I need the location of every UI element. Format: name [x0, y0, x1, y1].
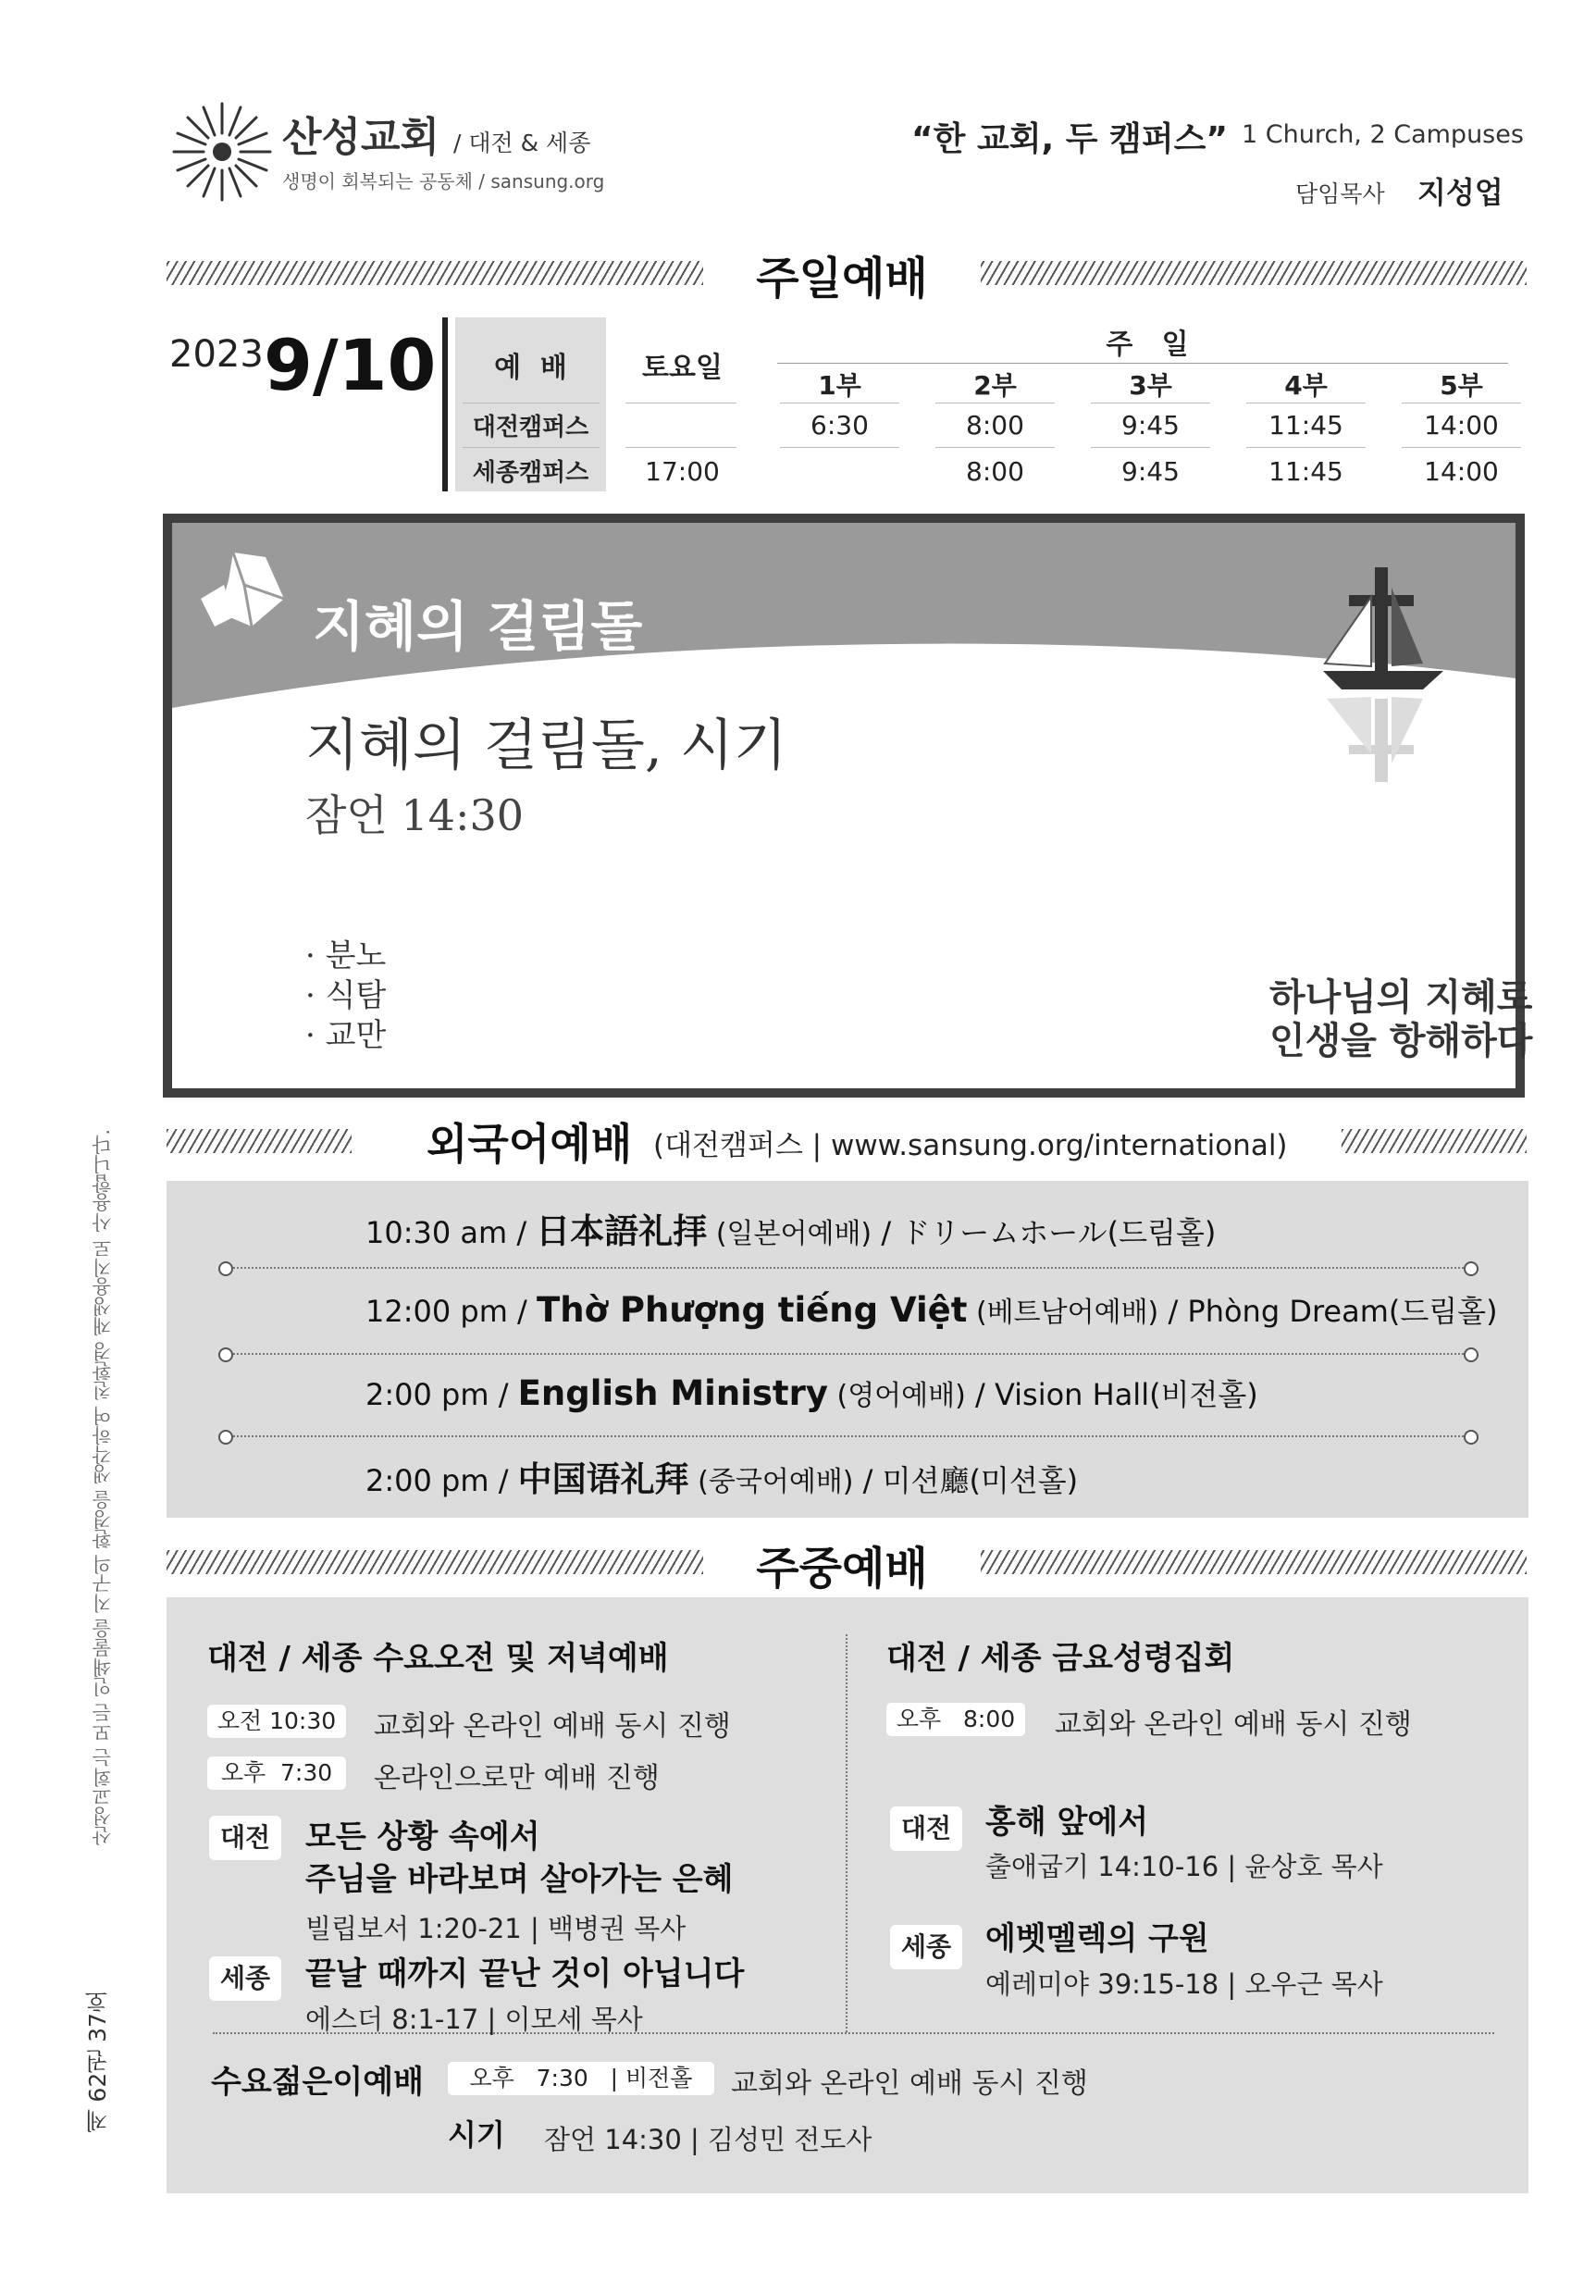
wednesday-morning-desc: 교회와 온라인 예배 동시 진행: [374, 1710, 731, 1743]
sermon-point: · 식탐: [305, 977, 387, 1014]
sunday-header: 주 일: [1106, 329, 1189, 361]
divider: [463, 447, 600, 448]
sejong-service-time: 11:45: [1268, 456, 1343, 487]
dotted-divider: [233, 1267, 1464, 1269]
foreign-service-time: 2:00 pm /: [365, 1377, 518, 1412]
wednesday-sejong-sermon-reference: 에스더 8:1-17 | 이모세 목사: [305, 2004, 643, 2035]
campus-tag-daejeon: 대전: [890, 1806, 962, 1851]
section-title-foreign: 외국어예배: [427, 1119, 633, 1169]
wednesday-evening-time: 오후 7:30: [207, 1756, 346, 1790]
pastor-name: 지성업: [1417, 175, 1503, 210]
youth-sermon-reference: 잠언 14:30 | 김성민 전도사: [544, 2124, 872, 2155]
divider: [780, 447, 899, 448]
sermon-point: · 분노: [305, 937, 387, 974]
label-sejong-campus: 세종캠퍼스: [472, 459, 589, 487]
foreign-service-row: [365, 1451, 1078, 1501]
divider-hatch: [981, 261, 1527, 285]
wednesday-morning-time: 오전 10:30: [207, 1705, 346, 1738]
foreign-service-time: 12:00 pm /: [365, 1294, 537, 1329]
foreign-service-place: / 미션廳(미션홀): [853, 1463, 1079, 1498]
youth-heading: 수요젊은이예배: [211, 2064, 424, 2101]
friday-sejong-sermon-reference: 예레미야 39:15-18 | 오우근 목사: [985, 1968, 1383, 2000]
feature-slogan: [1269, 976, 1532, 1063]
campus-tag-sejong: 세종: [209, 1956, 281, 2001]
campus-tag-sejong: 세종: [890, 1925, 962, 1969]
foreign-service-name: 中国语礼拜: [517, 1459, 689, 1499]
foreign-service-row: [365, 1371, 1258, 1414]
daejeon-service-time: 9:45: [1121, 410, 1180, 441]
divider-hatch: [1342, 1129, 1527, 1153]
foreign-service-row: [365, 1288, 1498, 1331]
sejong-service-time: 14:00: [1424, 456, 1499, 487]
service-header: 3부: [1129, 370, 1172, 401]
divider-hatch: [167, 1550, 703, 1574]
foreign-service-time: 2:00 pm /: [365, 1463, 518, 1498]
divider: [777, 363, 1508, 364]
eco-notice-text: 산성교회는 모든 인쇄물을 지구의 환경을 생각하여 친환경 재생용지로 사용합니다.: [92, 1129, 114, 1846]
boat-cross-icon: [1314, 560, 1453, 791]
foreign-service-time: 10:30 am /: [365, 1215, 537, 1250]
feature-banner-title: 지혜의 걸림돌: [313, 595, 643, 658]
dotted-divider: [846, 1634, 847, 2032]
friday-daejeon-sermon-reference: 출애굽기 14:10-16 | 윤상호 목사: [985, 1851, 1383, 1882]
slogan: “한 교회, 두 캠퍼스”: [911, 120, 1229, 158]
foreign-service-row: [365, 1203, 1216, 1253]
campus-tag-daejeon: 대전: [209, 1816, 281, 1860]
foreign-service-language: (중국어예배): [688, 1466, 854, 1498]
service-header: 2부: [973, 370, 1017, 401]
daejeon-service-time: 11:45: [1268, 410, 1343, 441]
foreign-service-language: (베트남어예배): [967, 1297, 1159, 1329]
daejeon-service-time: 8:00: [966, 410, 1024, 441]
divider: [1402, 447, 1521, 448]
schedule-divider: [442, 317, 448, 491]
stone-icon: [196, 548, 289, 631]
divider: [625, 447, 736, 448]
divider: [1091, 447, 1210, 448]
eco-notice: [89, 1129, 126, 2110]
dotted-divider: [233, 1353, 1464, 1355]
church-tagline: 생명이 회복되는 공동체 / sansung.org: [282, 170, 605, 192]
divider: [1246, 447, 1366, 448]
service-header: 4부: [1284, 370, 1328, 401]
church-name: 산성교회: [282, 114, 440, 161]
sejong-saturday-time: 17:00: [645, 456, 720, 487]
feature-slogan-line: 하나님의 지혜로: [1269, 976, 1533, 1019]
divider-hatch: [167, 261, 703, 285]
pastor-label: 담임목사: [1295, 180, 1385, 207]
section-title-sunday: 주일예배: [756, 253, 928, 304]
schedule-year: 2023: [169, 333, 264, 376]
wednesday-daejeon-sermon-title: [305, 1816, 733, 1901]
friday-daejeon-sermon-title: 홍해 앞에서: [985, 1804, 1149, 1841]
sermon-title-line: 모든 상황 속에서: [305, 1818, 540, 1855]
friday-desc: 교회와 온라인 예배 동시 진행: [1055, 1708, 1412, 1741]
foreign-service-language: (일본어예배): [707, 1218, 872, 1250]
youth-desc: 교회와 온라인 예배 동시 진행: [731, 2067, 1088, 2100]
friday-time: 오후 8:00: [886, 1703, 1025, 1736]
feature-slogan-line: 인생을 항해하다: [1269, 1020, 1533, 1062]
wednesday-daejeon-sermon-reference: 빌립보서 1:20-21 | 백병권 목사: [305, 1913, 687, 1944]
slogan-english: 1 Church, 2 Campuses: [1242, 120, 1524, 149]
foreign-service-place: / Vision Hall(비전홀): [965, 1377, 1258, 1412]
wednesday-evening-desc: 온라인으로만 예배 진행: [374, 1762, 660, 1794]
wednesday-heading: 대전 / 세종 수요오전 및 저녁예배: [207, 1640, 669, 1677]
sejong-service-time: 9:45: [1121, 456, 1180, 487]
church-logo-icon: [167, 96, 278, 207]
label-worship: 예 배: [494, 352, 567, 384]
friday-heading: 대전 / 세종 금요성령집회: [886, 1640, 1235, 1677]
friday-sejong-sermon-title: 에벳멜렉의 구원: [985, 1920, 1209, 1957]
foreign-service-place: / Phòng Dream(드림홀): [1158, 1294, 1498, 1329]
divider-hatch: [167, 1129, 352, 1153]
foreign-service-language: (영어예배): [827, 1380, 966, 1412]
service-header: 5부: [1440, 370, 1483, 401]
divider-hatch: [981, 1550, 1527, 1574]
section-title-midweek: 주중예배: [756, 1543, 928, 1595]
foreign-service-place: / ドリームホール(드림홀): [872, 1215, 1217, 1250]
volume-number: 제 62권 37호: [84, 1990, 111, 2133]
foreign-service-name: Thờ Phượng tiếng Việt: [537, 1290, 968, 1330]
sermon-title-line: 주님을 바라보며 살아가는 은혜: [305, 1861, 734, 1898]
wednesday-sejong-sermon-title: 끝날 때까지 끝난 것이 아닙니다: [305, 1955, 745, 1992]
service-header: 1부: [818, 370, 861, 401]
sermon-title: 지혜의 걸림돌, 시기: [305, 714, 787, 778]
divider: [935, 447, 1055, 448]
dotted-divider: [233, 1435, 1464, 1437]
daejeon-service-time: 14:00: [1424, 410, 1499, 441]
foreign-service-name: English Ministry: [517, 1373, 828, 1413]
schedule-date: 9/10: [264, 324, 437, 406]
label-daejeon-campus: 대전캠퍼스: [472, 414, 589, 441]
sermon-point: · 교만: [305, 1017, 387, 1054]
youth-sermon-title: 시기: [448, 2117, 505, 2153]
saturday-header: 토요일: [642, 352, 723, 384]
church-campuses: / 대전 & 세종: [453, 130, 591, 156]
youth-time-place: 오후 7:30 | 비전홀: [448, 2062, 714, 2095]
daejeon-service-time: 6:30: [810, 410, 869, 441]
foreign-info: (대전캠퍼스 | www.sansung.org/international): [653, 1129, 1288, 1162]
foreign-service-name: 日本語礼拝: [536, 1211, 708, 1251]
sermon-reference: 잠언 14:30: [305, 790, 525, 840]
sejong-service-time: 8:00: [966, 456, 1024, 487]
